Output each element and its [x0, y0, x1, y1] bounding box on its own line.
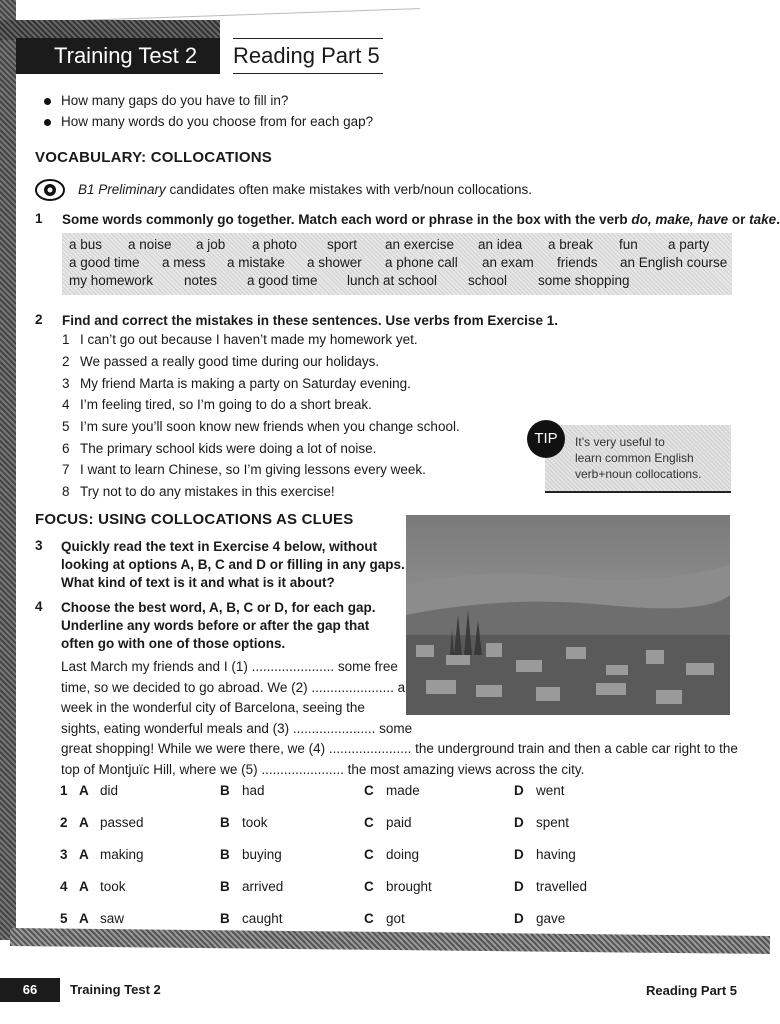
option-c-text: doing — [386, 847, 420, 862]
option-letter: B — [220, 815, 230, 830]
option-a-text: saw — [100, 911, 125, 926]
ex4-line: Underline any words before or after the gap that — [61, 618, 370, 633]
intro-bullet-text: How many gaps do you have to fill in? — [61, 93, 289, 108]
passage-line: top of Montjuïc Hill, where we (5) ...................... the most amazing views across the city. — [61, 761, 585, 777]
ex3-line: What kind of text is it and what is it about? — [61, 575, 335, 590]
sentence-number: 6 — [62, 441, 70, 456]
option-d-text: spent — [536, 815, 570, 830]
option-c-text: brought — [386, 879, 432, 894]
option-letter: B — [220, 847, 230, 862]
option-letter: D — [514, 879, 524, 894]
exercise-number: 3 — [35, 538, 43, 553]
test-title: Training Test 2 — [16, 38, 220, 74]
box-word: an exercise — [385, 237, 455, 252]
option-a-text: took — [100, 879, 126, 894]
option-b-text: took — [242, 815, 268, 830]
box-word: a noise — [128, 237, 172, 252]
intro-bullet-text: How many words do you choose from for each gap? — [61, 114, 374, 129]
option-letter: D — [514, 783, 524, 798]
sentence-number: 8 — [62, 484, 70, 499]
option-letter: D — [514, 815, 524, 830]
box-word: an idea — [478, 237, 523, 252]
option-letter: C — [364, 815, 374, 830]
sentence-number: 3 — [62, 376, 70, 391]
bullet-dot-icon — [44, 119, 51, 126]
sentence-text: I’m feeling tired, so I’m going to do a short break. — [80, 397, 372, 412]
option-d-text: having — [536, 847, 576, 862]
option-letter: A — [79, 847, 89, 862]
option-letter: B — [220, 911, 230, 926]
option-letter: C — [364, 847, 374, 862]
tip-line: It’s very useful to — [575, 435, 665, 449]
option-letter: C — [364, 911, 374, 926]
ex4-line: often go with one of those options. — [61, 636, 286, 651]
page-bottom-shadow — [10, 928, 770, 954]
option-letter: B — [220, 783, 230, 798]
section-title: Reading Part 5 — [233, 43, 380, 68]
question-number: 5 — [60, 911, 68, 926]
option-d-text: went — [536, 783, 565, 798]
sentence-text: My friend Marta is making a party on Saturday evening. — [80, 376, 411, 391]
box-word: fun — [619, 237, 638, 252]
question-number: 3 — [60, 847, 68, 862]
option-c-text: made — [386, 783, 420, 798]
box-word: a mess — [162, 255, 206, 270]
option-d-text: gave — [536, 911, 566, 926]
passage-line: time, so we decided to go abroad. We (2) ...................... a — [61, 679, 406, 695]
tip-badge: TIP — [527, 420, 565, 458]
sentence-text: I want to learn Chinese, so I’m giving lessons every week. — [80, 462, 426, 477]
exercise-number: 2 — [35, 312, 43, 327]
tip-line: verb+noun collocations. — [575, 467, 702, 481]
footer-left: Training Test 2 — [70, 982, 161, 997]
sentence-text: The primary school kids were doing a lot of noise. — [80, 441, 377, 456]
box-word: friends — [557, 255, 598, 270]
passage-line: Last March my friends and I (1) ...................... some free — [61, 659, 398, 674]
question-number: 1 — [60, 783, 68, 798]
option-b-text: had — [242, 783, 265, 798]
box-word: an English course — [620, 255, 728, 270]
sentence-text: I’m sure you’ll soon know new friends when you change school. — [80, 419, 460, 434]
passage-line: great shopping! While we were there, we (4) ...................... the underground train and then a cable car right to the — [61, 741, 738, 756]
word-box — [62, 233, 732, 295]
eye-icon — [35, 178, 65, 202]
box-word: lunch at school — [347, 273, 438, 288]
vocab-note — [78, 181, 532, 199]
option-c-text: paid — [386, 815, 412, 830]
option-c-text: got — [386, 911, 405, 926]
exercise-4-instruction — [61, 599, 376, 653]
box-word: some shopping — [538, 273, 630, 288]
box-word: a mistake — [227, 255, 285, 270]
option-a-text: making — [100, 847, 144, 862]
top-rule — [80, 8, 420, 21]
page-edge-shadow — [0, 0, 16, 940]
ex3-line: Quickly read the text in Exercise 4 below, without — [61, 539, 378, 554]
header-shadow — [0, 20, 220, 40]
ex4-line: Choose the best word, A, B, C or D, for each gap. — [61, 600, 376, 615]
option-b-text: caught — [242, 911, 283, 926]
question-number: 4 — [60, 879, 68, 894]
option-b-text: buying — [242, 847, 282, 862]
sentence-number: 5 — [62, 419, 70, 434]
box-word: a photo — [252, 237, 298, 252]
exercise-number: 1 — [35, 211, 43, 226]
box-word: notes — [184, 273, 218, 288]
focus-heading: FOCUS: USING COLLOCATIONS AS CLUES — [35, 511, 354, 528]
box-word: a job — [196, 237, 226, 252]
intro-bullet — [44, 113, 373, 131]
option-letter: D — [514, 911, 524, 926]
exercise-1-instruction — [62, 211, 780, 229]
option-b-text: arrived — [242, 879, 284, 894]
sentence-text: We passed a really good time during our holidays. — [80, 354, 380, 369]
ex1-end: . — [776, 212, 780, 227]
option-letter: C — [364, 783, 374, 798]
vocab-note-text: candidates often make mistakes with verb/noun collocations. — [165, 182, 532, 197]
option-letter: B — [220, 879, 230, 894]
option-letter: A — [79, 815, 89, 830]
city-photo — [406, 515, 730, 715]
box-word: a shower — [307, 255, 362, 270]
footer-right: Reading Part 5 — [646, 983, 738, 998]
box-word: school — [468, 273, 508, 288]
page-number: 66 — [0, 978, 60, 1002]
section-title-rule-bottom — [233, 73, 383, 74]
box-word: my homework — [69, 273, 154, 288]
box-word: a phone call — [385, 255, 458, 270]
sentence-number: 4 — [62, 397, 70, 412]
ex1-verbs: do, make, have — [631, 212, 729, 227]
passage-line: week in the wonderful city of Barcelona, seeing the — [61, 700, 365, 715]
tip-text — [575, 434, 701, 482]
tip-line: learn common English — [575, 451, 694, 465]
ex1-take: take — [749, 212, 777, 227]
box-word: a good time — [69, 255, 140, 270]
vocab-heading: VOCABULARY: COLLOCATIONS — [35, 149, 273, 166]
option-letter: D — [514, 847, 524, 862]
option-a-text: did — [100, 783, 119, 798]
option-letter: A — [79, 879, 89, 894]
vocab-note-exam: B1 Preliminary — [78, 182, 166, 197]
box-word: a good time — [247, 273, 318, 288]
sentence-number: 1 — [62, 332, 70, 347]
exercise-2-instruction: Find and correct the mistakes in these sentences. Use verbs from Exercise 1. — [62, 313, 558, 328]
option-letter: A — [79, 911, 89, 926]
ex1-or: or — [728, 212, 750, 227]
question-number: 2 — [60, 815, 68, 830]
option-d-text: travelled — [536, 879, 588, 894]
sentence-number: 7 — [62, 462, 70, 477]
bullet-dot-icon — [44, 98, 51, 105]
ex3-line: looking at options A, B, C and D or filling in any gaps. — [61, 557, 405, 572]
box-word: sport — [327, 237, 358, 252]
box-word: a party — [668, 237, 710, 252]
exercise-3-instruction — [61, 538, 405, 592]
intro-bullet — [44, 92, 288, 110]
exercise-number: 4 — [35, 599, 43, 614]
box-word: a bus — [69, 237, 103, 252]
passage-line: sights, eating wonderful meals and (3) ...................... some — [61, 720, 413, 736]
ex1-text: Some words commonly go together. Match each word or phrase in the box with the verb — [62, 212, 632, 227]
box-word: an exam — [482, 255, 534, 270]
sentence-text: Try not to do any mistakes in this exercise! — [80, 484, 335, 499]
option-letter: A — [79, 783, 89, 798]
sentence-number: 2 — [62, 354, 70, 369]
option-letter: C — [364, 879, 374, 894]
box-word: a break — [548, 237, 594, 252]
sentence-text: I can’t go out because I haven’t made my homework yet. — [80, 332, 418, 347]
option-a-text: passed — [100, 815, 144, 830]
